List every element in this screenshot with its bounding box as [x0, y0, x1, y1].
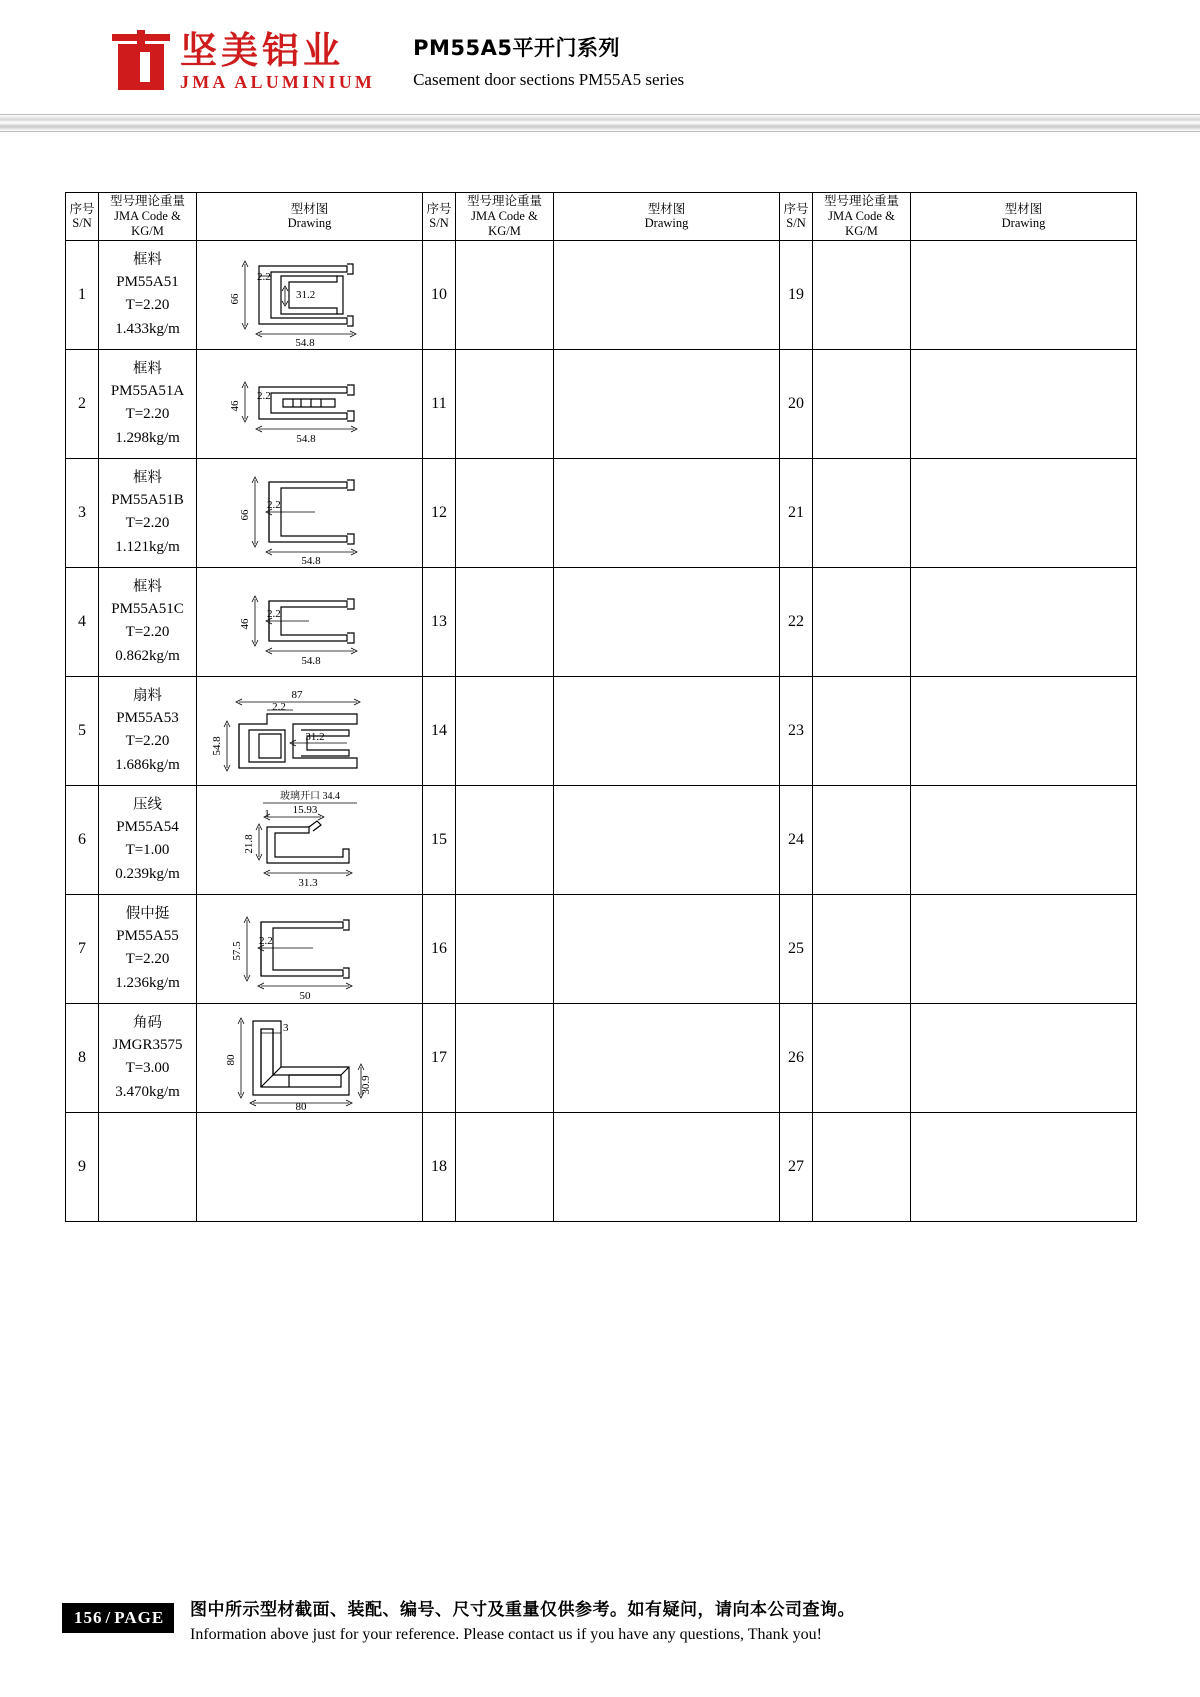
row-sn: 11: [423, 349, 456, 458]
header-sn-2: 序号 S/N: [423, 193, 456, 241]
row-drawing: [197, 785, 423, 894]
row-sn: 13: [423, 567, 456, 676]
table-row: [66, 458, 1137, 567]
dim-label: 54.8: [301, 654, 321, 667]
header-code-3: 型号理论重量 JMA Code & KG/M: [813, 193, 911, 241]
row-drawing: [554, 894, 780, 1003]
row-drawing: [554, 240, 780, 349]
table-row: [66, 1003, 1137, 1112]
dim-label: 54.8: [296, 432, 316, 445]
table-header-row: [66, 193, 1137, 241]
row-sn: 4: [66, 567, 99, 676]
row-code: [456, 1112, 554, 1221]
dim-label: 80: [225, 1054, 237, 1066]
row-code: 角码 JMGR3575 T=3.00 3.470kg/m: [99, 1003, 197, 1112]
dim-label: 31.2: [305, 730, 325, 743]
row-code: [456, 676, 554, 785]
table-row: [66, 676, 1137, 785]
row-drawing: [197, 240, 423, 349]
row-drawing: [554, 676, 780, 785]
row-code: 假中挺 PM55A55 T=2.20 1.236kg/m: [99, 894, 197, 1003]
row-code: [456, 458, 554, 567]
dim-label: 2.2: [257, 270, 271, 283]
title-cn: PM55A5平开门系列: [413, 36, 620, 60]
row-drawing: [197, 567, 423, 676]
dim-label: 80: [295, 1100, 307, 1111]
row-drawing: [911, 785, 1137, 894]
row-sn: 19: [780, 240, 813, 349]
logo-text-cn: 坚美铝业: [180, 28, 344, 72]
dim-label: 2.2: [257, 389, 271, 402]
row-drawing: [911, 1112, 1137, 1221]
row-drawing: [197, 894, 423, 1003]
row-drawing: [554, 1112, 780, 1221]
row-code: 框料 PM55A51 T=2.20 1.433kg/m: [99, 240, 197, 349]
page-header: [0, 0, 1200, 150]
row-drawing: [554, 785, 780, 894]
dim-label: 2.2: [259, 934, 273, 947]
row-drawing: [554, 349, 780, 458]
header-divider: [0, 114, 1200, 132]
row-drawing: [197, 1112, 423, 1221]
row-drawing: [911, 1003, 1137, 1112]
dim-label: 15.93: [292, 803, 318, 816]
dim-label: 54.8: [295, 336, 315, 348]
row-sn: 17: [423, 1003, 456, 1112]
table-row: [66, 240, 1137, 349]
header-drawing-2: 型材图 Drawing: [554, 193, 780, 241]
row-drawing: [554, 1003, 780, 1112]
page-title: [413, 32, 684, 90]
footer-note-en: Information above just for your reference. Please contact us if you have any questions, Thank you!: [190, 1626, 822, 1643]
row-sn: 1: [66, 240, 99, 349]
row-code: [813, 1003, 911, 1112]
dim-label: 2.2: [267, 498, 281, 511]
row-code: [813, 458, 911, 567]
row-code: [813, 349, 911, 458]
row-sn: 18: [423, 1112, 456, 1221]
row-code: [813, 894, 911, 1003]
row-sn: 23: [780, 676, 813, 785]
row-code: [456, 785, 554, 894]
header-drawing-1: 型材图 Drawing: [197, 193, 423, 241]
page-number-badge: 156 / PAGE: [62, 1603, 174, 1633]
dim-label: 54.8: [211, 736, 223, 756]
dim-label: 3: [283, 1021, 289, 1034]
row-sn: 26: [780, 1003, 813, 1112]
row-drawing: [197, 349, 423, 458]
row-drawing: [554, 458, 780, 567]
row-drawing: [197, 676, 423, 785]
jma-logo-icon: [110, 30, 172, 92]
row-sn: 21: [780, 458, 813, 567]
row-sn: 16: [423, 894, 456, 1003]
row-code: 扇料 PM55A53 T=2.20 1.686kg/m: [99, 676, 197, 785]
sections-table-wrapper: [65, 192, 1135, 1222]
row-sn: 22: [780, 567, 813, 676]
row-code: 框料 PM55A51C T=2.20 0.862kg/m: [99, 567, 197, 676]
row-code: [456, 1003, 554, 1112]
row-sn: 6: [66, 785, 99, 894]
row-code: [99, 1112, 197, 1221]
row-sn: 20: [780, 349, 813, 458]
title-en: Casement door sections PM55A5 series: [413, 70, 685, 89]
dim-label: 2.2: [267, 607, 281, 620]
row-code: [456, 894, 554, 1003]
row-drawing: [911, 894, 1137, 1003]
row-drawing: [911, 240, 1137, 349]
row-code: [456, 240, 554, 349]
header-sn-1: 序号 S/N: [66, 193, 99, 241]
dim-label: 66: [229, 293, 241, 305]
row-sn: 10: [423, 240, 456, 349]
table-row: [66, 1112, 1137, 1221]
dim-label: 57.5: [231, 941, 243, 961]
table-row: [66, 785, 1137, 894]
table-row: [66, 349, 1137, 458]
row-sn: 24: [780, 785, 813, 894]
dim-label: 46: [229, 400, 241, 412]
sections-table: [65, 192, 1137, 1222]
row-sn: 25: [780, 894, 813, 1003]
dim-label: 54.8: [301, 554, 321, 566]
row-drawing: [911, 349, 1137, 458]
header-drawing-3: 型材图 Drawing: [911, 193, 1137, 241]
row-drawing: [197, 458, 423, 567]
row-sn: 27: [780, 1112, 813, 1221]
row-sn: 8: [66, 1003, 99, 1112]
dim-label: 66: [239, 509, 251, 521]
row-sn: 2: [66, 349, 99, 458]
dim-label: 31.3: [298, 876, 318, 889]
header-code-1: 型号理论重量 JMA Code & KG/M: [99, 193, 197, 241]
table-row: [66, 567, 1137, 676]
row-sn: 7: [66, 894, 99, 1003]
row-drawing: [554, 567, 780, 676]
logo-text-en: JMA ALUMINIUM: [180, 71, 376, 92]
page-label: PAGE: [114, 1608, 165, 1627]
row-sn: 12: [423, 458, 456, 567]
page-footer: [0, 1595, 1200, 1653]
dim-label: 2.2: [272, 700, 286, 713]
row-code: [456, 567, 554, 676]
dim-label: 31.2: [296, 288, 316, 301]
row-code: [456, 349, 554, 458]
dim-label: 87: [291, 688, 303, 701]
footer-note-cn: 图中所示型材截面、装配、编号、尺寸及重量仅供参考。如有疑问，请向本公司查询。: [190, 1600, 855, 1620]
row-drawing: [911, 458, 1137, 567]
row-sn: 9: [66, 1112, 99, 1221]
row-code: [813, 1112, 911, 1221]
row-code: 框料 PM55A51B T=2.20 1.121kg/m: [99, 458, 197, 567]
company-logo: [110, 30, 375, 92]
header-sn-3: 序号 S/N: [780, 193, 813, 241]
row-drawing: [197, 1003, 423, 1112]
row-sn: 14: [423, 676, 456, 785]
row-code: [813, 676, 911, 785]
dim-label: 1: [264, 807, 270, 820]
dim-label: 30.9: [360, 1075, 372, 1095]
page-number: 156: [74, 1608, 103, 1627]
row-sn: 15: [423, 785, 456, 894]
table-row: [66, 894, 1137, 1003]
row-sn: 5: [66, 676, 99, 785]
dim-label: 21.8: [243, 834, 255, 854]
row-drawing: [911, 676, 1137, 785]
row-drawing: [911, 567, 1137, 676]
row-code: [813, 240, 911, 349]
row-code: [813, 567, 911, 676]
footer-note: [190, 1595, 855, 1644]
header-code-2: 型号理论重量 JMA Code & KG/M: [456, 193, 554, 241]
dim-label: 玻璃开口 34.4: [280, 790, 340, 802]
row-code: [813, 785, 911, 894]
dim-label: 46: [239, 618, 251, 630]
row-code: 框料 PM55A51A T=2.20 1.298kg/m: [99, 349, 197, 458]
row-sn: 3: [66, 458, 99, 567]
dim-label: 50: [299, 989, 311, 1002]
row-code: 压线 PM55A54 T=1.00 0.239kg/m: [99, 785, 197, 894]
